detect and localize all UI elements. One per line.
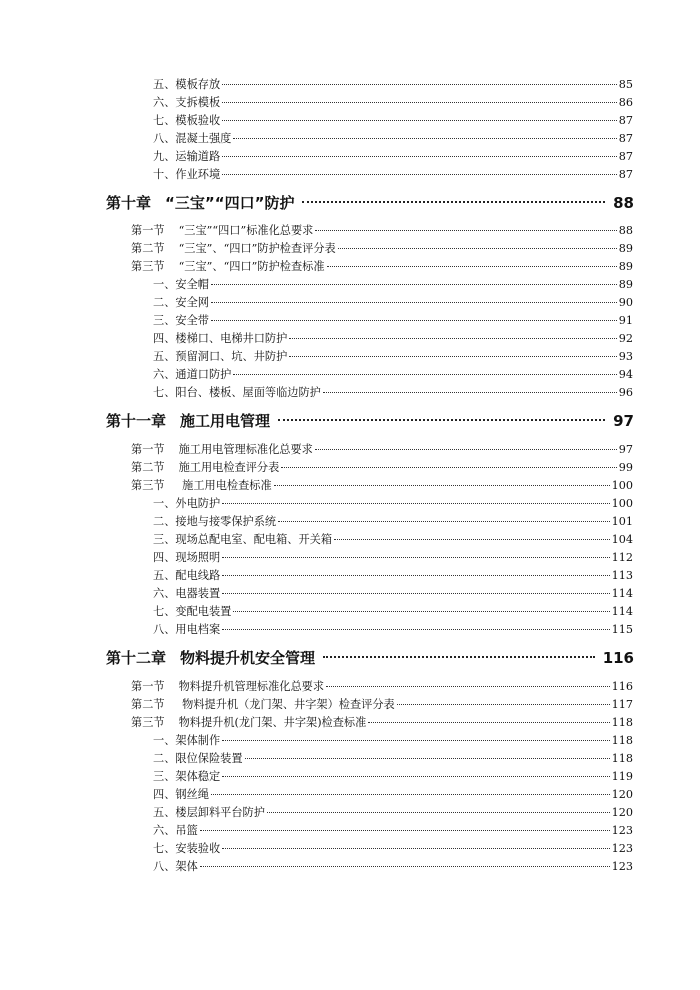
toc-page-number: 123	[611, 824, 633, 837]
toc-item[interactable]	[153, 822, 633, 840]
toc-entry-title	[131, 678, 324, 696]
toc-item[interactable]	[153, 603, 633, 621]
toc-page-number: 99	[618, 461, 633, 474]
toc-entry-number: 第二节	[131, 461, 165, 474]
toc-entry-title	[153, 348, 287, 366]
dot-leader	[278, 419, 605, 421]
toc-page-number: 113	[611, 569, 633, 582]
toc-entry-title	[153, 531, 332, 549]
toc-entry-title	[106, 647, 315, 669]
toc-entry-label: 七、变配电装置	[153, 605, 232, 618]
toc-page-number: 123	[611, 842, 633, 855]
toc-section[interactable]	[131, 459, 633, 477]
dot-leader	[281, 467, 616, 468]
toc-section[interactable]	[131, 240, 633, 258]
toc-item[interactable]	[153, 312, 633, 330]
toc-entry-title	[153, 804, 265, 822]
toc-entry-title	[153, 858, 198, 876]
dot-leader	[327, 266, 617, 267]
dot-leader	[245, 758, 610, 759]
toc-entry-title	[153, 130, 231, 148]
toc-page-number: 116	[611, 680, 633, 693]
toc-entry-title	[153, 312, 209, 330]
toc-section[interactable]	[131, 477, 633, 495]
toc-entry-number: 第十二章	[106, 649, 167, 667]
toc-entry-title	[153, 495, 220, 513]
toc-page-number: 115	[611, 623, 633, 636]
toc-page-number: 120	[611, 788, 633, 801]
toc-entry-title	[106, 410, 270, 432]
dot-leader	[302, 201, 605, 203]
toc-entry-label: “三宝”“四口”标准化总要求	[178, 224, 314, 237]
toc-item[interactable]	[153, 166, 633, 184]
toc-entry-number: 第十章	[106, 194, 152, 212]
toc-page-number: 104	[611, 533, 633, 546]
dot-leader	[222, 557, 610, 558]
dot-leader	[315, 449, 617, 450]
dot-leader	[233, 374, 616, 375]
toc-item[interactable]	[153, 786, 633, 804]
toc-entry-title	[131, 459, 279, 477]
toc-entry-title	[153, 166, 220, 184]
toc-page-number: 116	[602, 649, 634, 667]
toc-entry-title	[153, 112, 220, 130]
toc-entry-label: 四、钢丝绳	[153, 788, 209, 801]
toc-section[interactable]	[131, 441, 633, 459]
dot-leader	[222, 629, 610, 630]
toc-entry-title	[153, 732, 220, 750]
toc-entry-number: 第二节	[131, 242, 165, 255]
toc-page-number: 87	[618, 114, 633, 127]
toc-entry-label: 施工用电检查标准	[178, 479, 272, 492]
toc-item[interactable]	[153, 840, 633, 858]
toc-page-number: 100	[611, 479, 633, 492]
toc-entry-label: 三、现场总配电室、配电箱、开关箱	[153, 533, 333, 546]
toc-entry-number: 第一节	[131, 224, 165, 237]
toc-page-number: 118	[611, 734, 633, 747]
toc-chapter[interactable]	[106, 192, 634, 214]
toc-page-number: 100	[611, 497, 633, 510]
toc-entry-title	[153, 786, 209, 804]
dot-leader	[267, 812, 610, 813]
dot-leader	[222, 84, 617, 85]
dot-leader	[222, 120, 617, 121]
toc-entry-title	[153, 567, 220, 585]
toc-page-number: 101	[611, 515, 633, 528]
toc-entry-label: 五、楼层卸料平台防护	[153, 806, 265, 819]
dot-leader	[211, 302, 617, 303]
dot-leader	[200, 830, 610, 831]
toc-entry-label: 八、混凝土强度	[153, 132, 232, 145]
toc-entry-label: “三宝”、“四口”防护检查评分表	[178, 242, 336, 255]
toc-item[interactable]	[153, 858, 633, 876]
dot-leader	[233, 138, 616, 139]
toc-entry-title	[131, 477, 272, 495]
toc-entry-label: 五、预留洞口、坑、井防护	[153, 350, 288, 363]
toc-item[interactable]	[153, 148, 633, 166]
toc-page-number: 91	[618, 314, 633, 327]
toc-item[interactable]	[153, 513, 633, 531]
toc-page-number: 88	[613, 194, 634, 212]
toc-entry-label: 七、阳台、楼板、屋面等临边防护	[153, 386, 321, 399]
dot-leader	[397, 704, 610, 705]
toc-page-number: 92	[618, 332, 633, 345]
toc-entry-label: 物料提升机(龙门架、井字架)检查标准	[178, 716, 367, 729]
toc-entry-label: 九、运输道路	[153, 150, 221, 163]
dot-leader	[222, 174, 617, 175]
toc-item[interactable]	[153, 732, 633, 750]
toc-item[interactable]	[153, 330, 633, 348]
toc-entry-title	[153, 768, 220, 786]
toc-page-number: 120	[611, 806, 633, 819]
toc-entry-title	[106, 192, 294, 214]
toc-page-number: 114	[611, 587, 633, 600]
toc-entry-number: 第十一章	[106, 412, 167, 430]
toc-entry-label: 六、吊篮	[153, 824, 198, 837]
toc-entry-label: 五、模板存放	[153, 78, 221, 91]
toc-entry-title	[131, 696, 395, 714]
toc-entry-title	[153, 330, 287, 348]
toc-item[interactable]	[153, 585, 633, 603]
toc-item[interactable]	[153, 531, 633, 549]
dot-leader	[278, 521, 610, 522]
dot-leader	[222, 776, 610, 777]
toc-item[interactable]	[153, 567, 633, 585]
toc-entry-label: 六、支拆模板	[153, 96, 221, 109]
toc-entry-label: 二、限位保险装置	[153, 752, 243, 765]
toc-entry-label: 三、安全带	[153, 314, 209, 327]
toc-entry-title	[153, 384, 321, 402]
toc-entry-title	[131, 240, 336, 258]
toc-entry-label: 施工用电管理	[180, 412, 271, 430]
dot-leader	[222, 740, 610, 741]
toc-entry-label: 施工用电管理标准化总要求	[178, 443, 313, 456]
toc-entry-label: 物料提升机管理标准化总要求	[178, 680, 325, 693]
toc-entry-label: 七、模板验收	[153, 114, 221, 127]
toc-section[interactable]	[131, 258, 633, 276]
toc-page-number: 119	[611, 770, 633, 783]
toc-entry-title	[153, 513, 276, 531]
toc-item[interactable]	[153, 276, 633, 294]
toc-item[interactable]	[153, 495, 633, 513]
toc-entry-label: 施工用电检查评分表	[178, 461, 280, 474]
toc-entry-title	[131, 222, 313, 240]
toc-entry-label: “三宝”“四口”防护	[165, 194, 295, 212]
toc-page-number: 87	[618, 150, 633, 163]
toc-item[interactable]	[153, 384, 633, 402]
toc-page-number: 114	[611, 605, 633, 618]
toc-entry-number: 第三节	[131, 260, 165, 273]
dot-leader	[222, 156, 617, 157]
toc-entry-label: 七、安装验收	[153, 842, 221, 855]
dot-leader	[222, 575, 610, 576]
dot-leader	[222, 503, 610, 504]
toc-entry-title	[153, 750, 243, 768]
toc-page-number: 87	[618, 168, 633, 181]
toc-page-number: 89	[618, 260, 633, 273]
toc-entry-label: 三、架体稳定	[153, 770, 221, 783]
toc-entry-title	[131, 441, 313, 459]
toc-entry-title	[153, 294, 209, 312]
toc-entry-label: 六、通道口防护	[153, 368, 232, 381]
toc-entry-title	[153, 603, 231, 621]
toc-entry-title	[153, 840, 220, 858]
dot-leader	[200, 866, 610, 867]
toc-entry-label: “三宝”、“四口”防护检查标准	[178, 260, 325, 273]
toc-entry-label: 一、安全帽	[153, 278, 209, 291]
dot-leader	[211, 320, 617, 321]
toc-entry-label: 物料提升机安全管理	[180, 649, 316, 667]
dot-leader	[315, 230, 616, 231]
dot-leader	[368, 722, 609, 723]
dot-leader	[211, 284, 617, 285]
toc-entry-label: 二、安全网	[153, 296, 209, 309]
toc-item[interactable]	[153, 768, 633, 786]
toc-page-number: 96	[618, 386, 633, 399]
dot-leader	[334, 539, 610, 540]
toc-entry-title	[153, 148, 220, 166]
toc-entry-title	[153, 276, 209, 294]
toc-item[interactable]	[153, 804, 633, 822]
toc-item[interactable]	[153, 112, 633, 130]
dot-leader	[274, 485, 610, 486]
toc-section[interactable]	[131, 222, 633, 240]
toc-page-number: 89	[618, 242, 633, 255]
dot-leader	[326, 686, 610, 687]
dot-leader	[323, 656, 595, 658]
toc-item[interactable]	[153, 348, 633, 366]
toc-page-number: 118	[611, 716, 633, 729]
toc-entry-label: 一、架体制作	[153, 734, 221, 747]
toc-entry-label: 十、作业环境	[153, 168, 221, 181]
toc-entry-number: 第一节	[131, 680, 165, 693]
toc-item[interactable]	[153, 294, 633, 312]
toc-section[interactable]	[131, 714, 633, 732]
toc-entry-label: 五、配电线路	[153, 569, 221, 582]
toc-page-number: 86	[618, 96, 633, 109]
toc-entry-label: 一、外电防护	[153, 497, 221, 510]
toc-entry-label: 物料提升机（龙门架、井字架）检查评分表	[178, 698, 395, 711]
toc-page-number: 85	[618, 78, 633, 91]
toc-page-number: 112	[611, 551, 633, 564]
dot-leader	[323, 392, 617, 393]
toc-page-number: 93	[618, 350, 633, 363]
toc-entry-number: 第一节	[131, 443, 165, 456]
toc-entry-title	[153, 621, 220, 639]
toc-entry-label: 八、架体	[153, 860, 198, 873]
toc-item[interactable]	[153, 549, 633, 567]
dot-leader	[222, 848, 610, 849]
toc-entry-label: 二、接地与接零保护系统	[153, 515, 277, 528]
toc-entry-label: 八、用电档案	[153, 623, 221, 636]
toc-entry-label: 六、电器装置	[153, 587, 221, 600]
toc-entry-title	[153, 366, 231, 384]
dot-leader	[211, 794, 610, 795]
toc-section[interactable]	[131, 696, 633, 714]
toc-entry-title	[153, 549, 220, 567]
toc-page-number: 87	[618, 132, 633, 145]
toc-entry-number: 第三节	[131, 716, 165, 729]
toc-page-number: 89	[618, 278, 633, 291]
toc-item[interactable]	[153, 130, 633, 148]
toc-entry-label: 四、现场照明	[153, 551, 221, 564]
toc-entry-title	[153, 822, 198, 840]
dot-leader	[233, 611, 609, 612]
toc-entry-label: 四、楼梯口、电梯井口防护	[153, 332, 288, 345]
dot-leader	[289, 356, 616, 357]
toc-page-number: 118	[611, 752, 633, 765]
toc-item[interactable]	[153, 76, 633, 94]
dot-leader	[222, 593, 610, 594]
toc-item[interactable]	[153, 366, 633, 384]
toc-section[interactable]	[131, 678, 633, 696]
toc-page-number: 97	[613, 412, 634, 430]
toc-entry-title	[153, 585, 220, 603]
toc-chapter[interactable]	[106, 410, 634, 432]
toc-entry-number: 第二节	[131, 698, 165, 711]
toc-page-number: 117	[611, 698, 633, 711]
toc-page-number: 88	[618, 224, 633, 237]
toc-page-number: 90	[618, 296, 633, 309]
toc-entry-number: 第三节	[131, 479, 165, 492]
toc-item[interactable]	[153, 621, 633, 639]
toc-entry-title	[131, 714, 366, 732]
toc-entry-title	[131, 258, 325, 276]
toc-chapter[interactable]	[106, 647, 634, 669]
toc-item[interactable]	[153, 94, 633, 112]
dot-leader	[222, 102, 617, 103]
toc-item[interactable]	[153, 750, 633, 768]
dot-leader	[338, 248, 617, 249]
toc-entry-title	[153, 94, 220, 112]
toc-entry-title	[153, 76, 220, 94]
toc-page-number: 123	[611, 860, 633, 873]
toc-page-number: 94	[618, 368, 633, 381]
dot-leader	[289, 338, 616, 339]
toc-page-number: 97	[618, 443, 633, 456]
